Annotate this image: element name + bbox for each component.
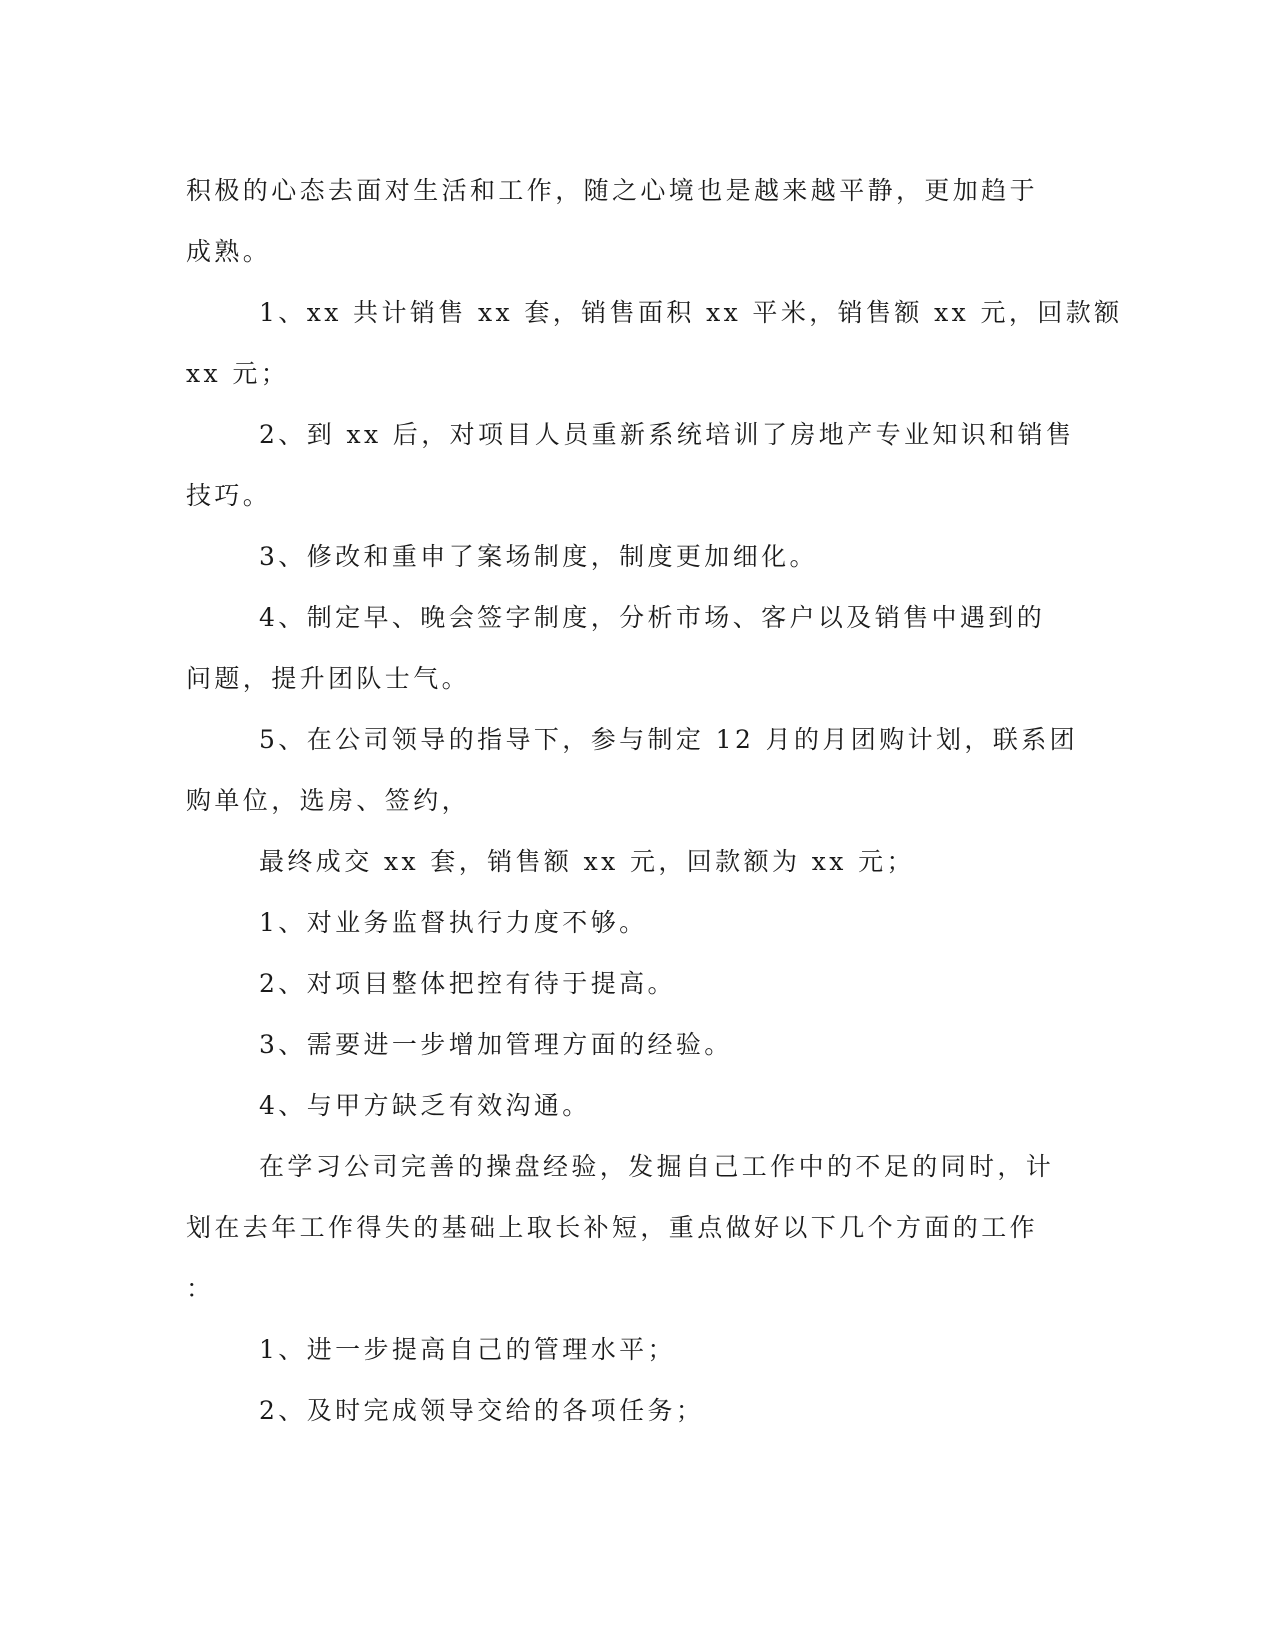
text-line: 2、对项目整体把控有待于提高。	[259, 969, 676, 998]
text-line: 3、需要进一步增加管理方面的经验。	[259, 1030, 733, 1059]
text-line: 在学习公司完善的操盘经验，发掘自己工作中的不足的同时，计	[259, 1152, 1055, 1181]
text-line: 问题，提升团队士气。	[186, 664, 471, 693]
document-body	[186, 160, 1123, 1441]
text-line: 4、与甲方缺乏有效沟通。	[259, 1091, 591, 1120]
text-line: 1、xx 共计销售 xx 套，销售面积 xx 平米，销售额 xx 元，回款额	[259, 298, 1123, 327]
text-line: 划在去年工作得失的基础上取长补短，重点做好以下几个方面的工作	[186, 1213, 1039, 1242]
text-line: xx 元；	[186, 359, 290, 388]
text-line: 2、及时完成领导交给的各项任务；	[259, 1396, 705, 1425]
text-line: 3、修改和重申了案场制度，制度更加细化。	[259, 542, 818, 571]
text-line: ：	[186, 1274, 215, 1303]
text-line: 4、制定早、晚会签字制度，分析市场、客户以及销售中遇到的	[259, 603, 1046, 632]
text-line: 积极的心态去面对生活和工作，随之心境也是越来越平静，更加趋于	[186, 176, 1039, 205]
text-line: 技巧。	[186, 481, 272, 510]
text-line: 最终成交 xx 套，销售额 xx 元，回款额为 xx 元；	[259, 847, 915, 876]
text-line: 2、到 xx 后，对项目人员重新系统培训了房地产专业知识和销售	[259, 420, 1075, 449]
text-line: 5、在公司领导的指导下，参与制定 12 月的月团购计划，联系团	[259, 725, 1079, 754]
text-line: 成熟。	[186, 237, 272, 266]
text-line: 1、进一步提高自己的管理水平；	[259, 1335, 676, 1364]
text-line: 购单位，选房、签约，	[186, 786, 471, 815]
text-line: 1、对业务监督执行力度不够。	[259, 908, 648, 937]
